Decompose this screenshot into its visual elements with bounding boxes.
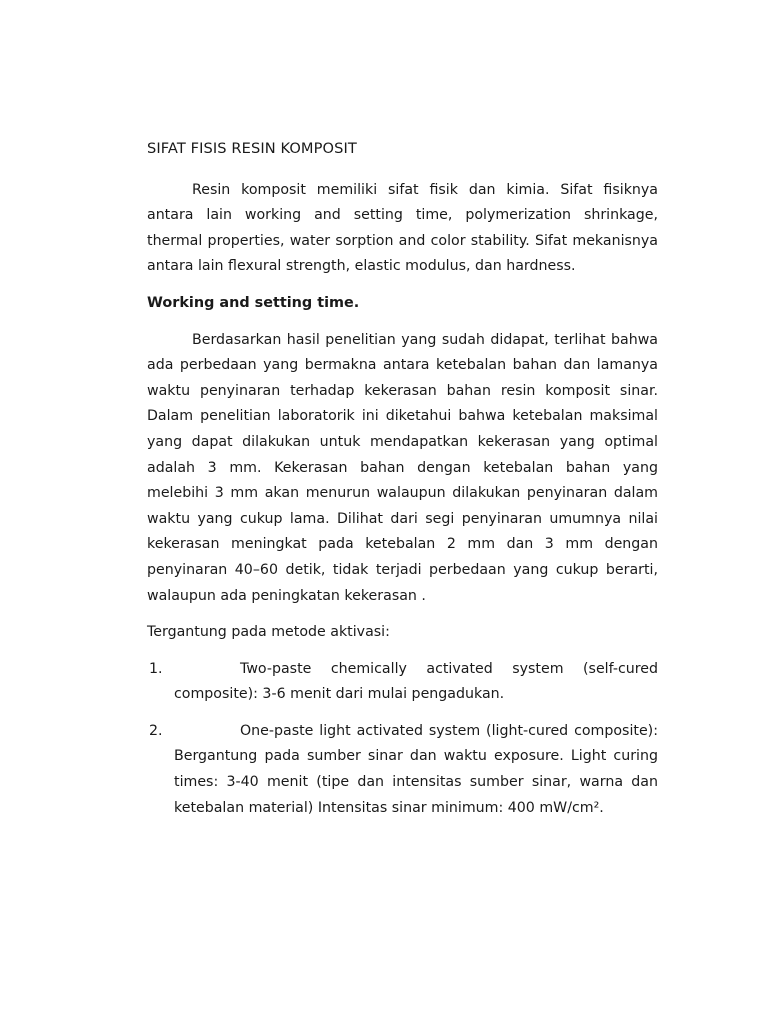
section-paragraph: Berdasarkan hasil penelitian yang sudah didapat, terlihat bahwa ada perbedaan yang bermakna antara ketebalan bahan dan lamanya waktu penyinaran terhadap kekerasan bahan resin komposit sinar. Dalam penelitian laboratorik ini diketahui bahwa ketebalan maksimal yang dapat dilakukan untuk mendapatkan kekerasan yang optimal adalah 3 mm. Kekerasan bahan dengan ketebalan bahan yang melebihi 3 mm akan menurun walaupun dilakukan penyinaran dalam waktu yang cukup lama. Dilihat dari segi penyinaran umumnya nilai kekerasan meningkat pada ketebalan 2 mm dan 3 mm dengan penyinaran 40–60 detik, tidak terjadi perbedaan yang cukup berarti, walaupun ada peningkatan kekerasan . [147,331,658,604]
intro-paragraph: Resin komposit memiliki sifat fisik dan kimia. Sifat fisiknya antara lain working and setting time, polymerization shrinkage, thermal properties, water sorption and color stability. Sifat mekanisnya antara lain flexural strength, elastic modulus, dan hardness. [147,181,658,275]
list-item-number: 1. [149,660,163,677]
document-page [147,136,658,832]
list-item-text: Two-paste chemically activated system (self-cured composite): 3-6 menit dari mulai pengadukan. [174,660,658,703]
list-item-text: One-paste light activated system (light-cured composite): Bergantung pada sumber sinar dan waktu exposure. Light curing times: 3-40 menit (tipe dan intensitas sumber sinar, warna dan ketebalan material) Intensitas sinar minimum: 400 mW/cm². [174,722,658,816]
activation-list [147,657,658,822]
activation-intro: Tergantung pada metode aktivasi: [147,624,390,641]
document-title: SIFAT FISIS RESIN KOMPOSIT [147,140,357,157]
section-heading: Working and setting time. [147,294,360,311]
list-item [147,719,658,821]
list-item [147,657,658,708]
list-item-number: 2. [149,722,163,739]
